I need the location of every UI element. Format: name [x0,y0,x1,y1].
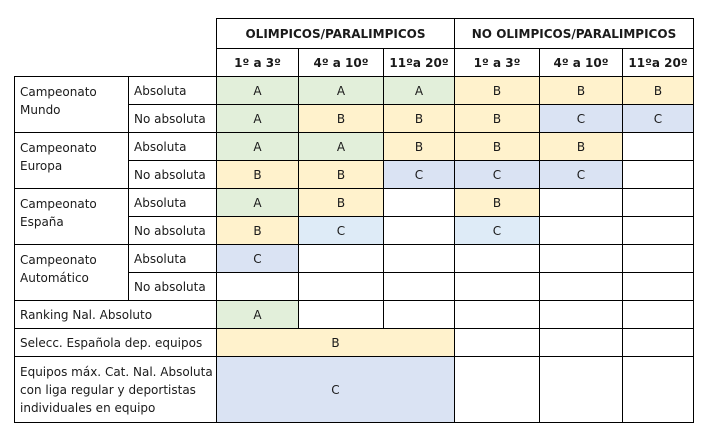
label-line: Europa [20,159,63,173]
table-row [15,133,694,161]
grade-cell: B [299,189,384,217]
table-row [15,77,694,105]
row-label-espana [15,189,129,245]
label-line: Campeonato [20,141,97,155]
grade-cell [623,217,694,245]
grade-cell: C [455,161,540,189]
label-line: individuales en equipo [20,400,156,415]
grade-cell [455,357,540,423]
grade-cell: A [217,133,299,161]
grade-cell [455,273,540,301]
grade-cell: A [217,105,299,133]
label-line: Mundo [20,103,61,117]
label-line: España [20,215,64,229]
grade-cell [540,245,623,273]
grade-cell [623,161,694,189]
grade-cell: C [623,105,694,133]
label-line: Automático [20,271,89,285]
grade-cell [455,301,540,329]
grade-cell: B [455,189,540,217]
grade-cell: B [455,105,540,133]
range-header: 4º a 10º [540,49,623,77]
grade-cell [540,329,623,357]
grade-cell: C [217,357,455,423]
grade-cell [384,245,455,273]
grade-cell: B [217,329,455,357]
grade-cell [217,273,299,301]
grade-cell [455,245,540,273]
range-header: 11ºa 20º [384,49,455,77]
classification-table [14,18,694,423]
grade-cell: B [540,77,623,105]
grade-cell: A [299,77,384,105]
grade-cell [384,273,455,301]
grade-cell [623,273,694,301]
label-line: Campeonato [20,253,97,267]
grade-cell: C [384,161,455,189]
grade-cell: B [623,77,694,105]
label-line: Campeonato [20,85,97,99]
grade-cell: A [217,301,299,329]
grade-cell [623,301,694,329]
range-header: 1º a 3º [217,49,299,77]
header-corner [15,19,217,49]
grade-cell [623,189,694,217]
table-row [15,245,694,273]
grade-cell [623,133,694,161]
grade-cell [540,273,623,301]
header-no-olimpicos: NO OLIMPICOS/PARALIMPICOS [455,19,694,49]
grade-cell [384,301,455,329]
grade-cell [299,245,384,273]
grade-cell: A [217,77,299,105]
row-label-mundo [15,77,129,133]
sub-label: Absoluta [129,245,217,273]
grade-cell: C [455,217,540,245]
label-line: Equipos máx. Cat. Nal. Absoluta [20,364,213,379]
range-header: 1º a 3º [455,49,540,77]
sub-label: Absoluta [129,189,217,217]
table-row [15,329,694,357]
row-label-selecc: Selecc. Española dep. equipos [15,329,217,357]
grade-cell [299,273,384,301]
grade-cell: A [217,189,299,217]
grade-cell: B [217,217,299,245]
grade-cell [623,245,694,273]
grade-cell [299,301,384,329]
grade-cell [623,357,694,423]
table-row [15,357,694,423]
grade-cell: B [455,133,540,161]
grade-cell: C [540,105,623,133]
label-line: Campeonato [20,197,97,211]
grade-cell: B [384,133,455,161]
grade-cell [540,217,623,245]
grade-cell [623,329,694,357]
grade-cell: C [299,217,384,245]
grade-cell: B [217,161,299,189]
grade-cell [455,329,540,357]
grade-cell: A [384,77,455,105]
grade-cell [540,301,623,329]
grade-cell [384,217,455,245]
sub-label: No absoluta [129,105,217,133]
grade-cell: B [540,133,623,161]
range-header: 11ºa 20º [623,49,694,77]
row-label-europa [15,133,129,189]
label-line: con liga regular y deportistas [20,382,196,397]
range-header: 4º a 10º [299,49,384,77]
table-row [15,301,694,329]
sub-label: Absoluta [129,133,217,161]
grade-cell: B [299,161,384,189]
grade-cell [540,189,623,217]
grade-cell: B [455,77,540,105]
header-olimpicos: OLIMPICOS/PARALIMPICOS [217,19,455,49]
grade-cell: C [217,245,299,273]
grade-cell: B [299,105,384,133]
header-corner-2 [15,49,217,77]
grade-cell [384,189,455,217]
grade-cell: A [299,133,384,161]
table-row [15,189,694,217]
sub-label: No absoluta [129,217,217,245]
sub-label: No absoluta [129,161,217,189]
row-label-automatico [15,245,129,301]
grade-cell: B [384,105,455,133]
sub-label: Absoluta [129,77,217,105]
grade-cell: C [540,161,623,189]
row-label-ranking: Ranking Nal. Absoluto [15,301,217,329]
sub-label: No absoluta [129,273,217,301]
grade-cell [540,357,623,423]
row-label-equipos [15,357,217,423]
